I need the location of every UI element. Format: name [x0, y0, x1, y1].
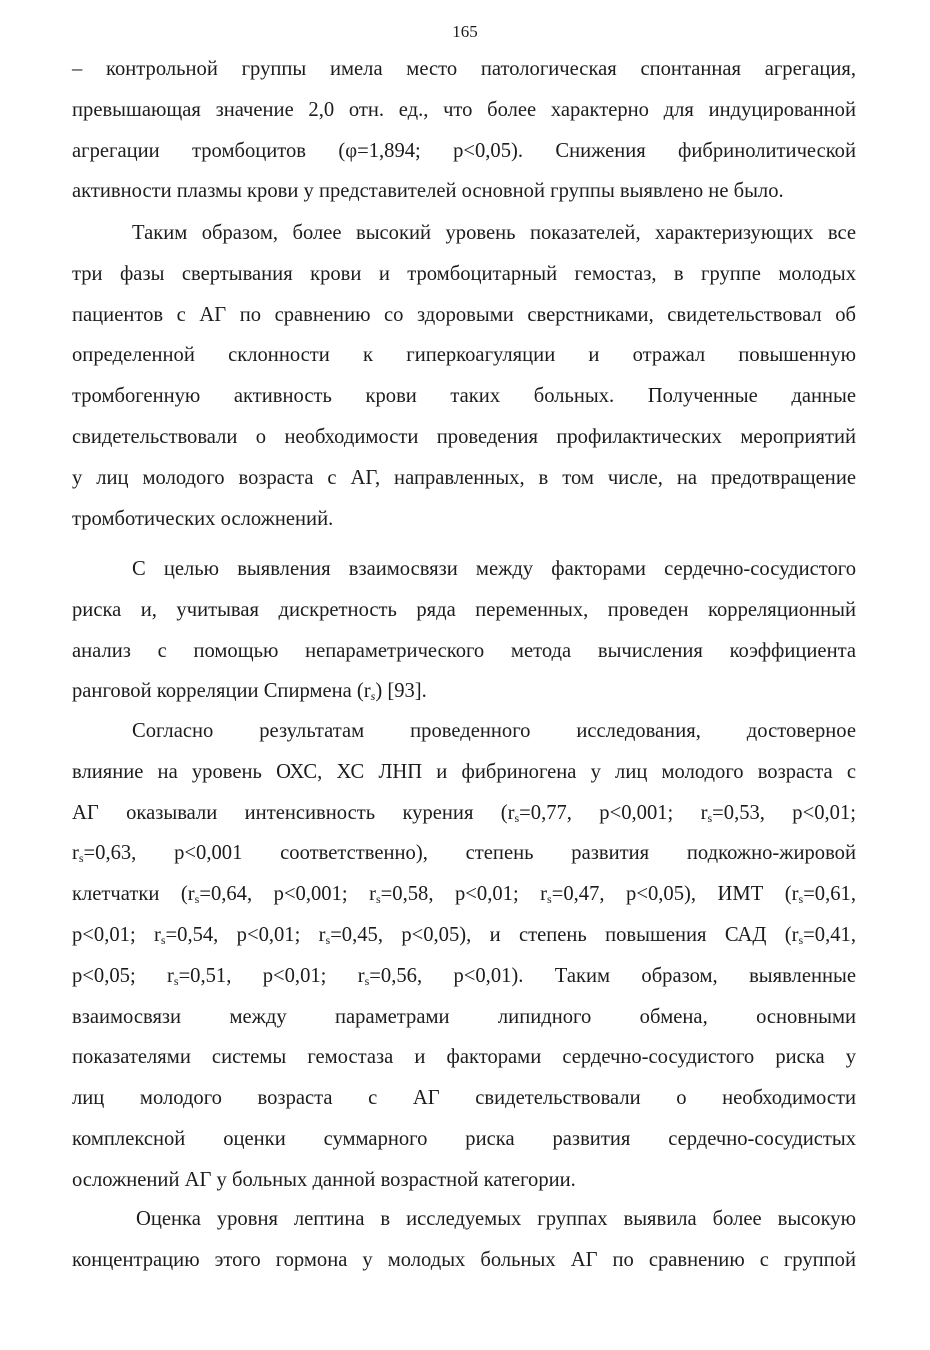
text-segment: =0,53, p<0,01; — [712, 801, 856, 824]
subscript: s — [798, 932, 804, 947]
text-segment: =0,47, p<0,05), ИМТ (r — [551, 883, 799, 906]
text-line: тромботических осложнений. — [72, 507, 334, 530]
text-segment: =0,54, p<0,01; r — [165, 923, 326, 946]
text-line: С целью выявления взаимосвязи между факторами сердечно-сосудистого — [132, 558, 856, 580]
paragraph-3 — [72, 549, 856, 712]
text-line: Оценка уровня лептина в исследуемых группах выявила более высокую — [136, 1208, 856, 1230]
text-line: – контрольной группы имела место патологическая спонтанная агрегация, — [72, 58, 856, 80]
subscript: s — [798, 892, 804, 907]
page-number: 165 — [452, 22, 478, 41]
text-segment: r — [72, 842, 79, 865]
text-line: лиц молодого возраста с АГ свидетельствовали о необходимости — [72, 1087, 856, 1110]
text-segment: =0,77, p<0,001; r — [519, 801, 708, 824]
text-segment: =0,51, p<0,01; r — [178, 964, 365, 987]
text-line: агрегации тромбоцитов (φ=1,894; p<0,05). Снижения фибринолитической — [72, 139, 856, 162]
paragraph-4 — [72, 711, 856, 1201]
subscript: s — [376, 892, 381, 907]
text-line: свидетельствовали о необходимости проведения профилактических мероприятий — [72, 425, 856, 448]
text-segment: =0,61, — [803, 883, 856, 906]
text-line: активности плазмы крови у представителей основной группы выявлено не было. — [72, 180, 784, 203]
text-line: Таким образом, более высокий уровень показателей, характеризующих все — [132, 222, 856, 244]
text-line: риска и, учитывая дискретность ряда переменных, проведен корреляционный — [72, 598, 856, 621]
text-segment: =0,63, p<0,001 соответственно), степень развития подкожно-жировой — [83, 842, 856, 865]
text-segment: ) [93]. — [375, 680, 427, 703]
text-segment: АГ оказывали интенсивность курения (r — [72, 801, 515, 824]
text-segment: =0,58, p<0,01; r — [380, 883, 548, 906]
text-line — [72, 956, 856, 997]
text-line: Согласно результатам проведенного исследования, достоверное — [132, 720, 856, 742]
subscript: s — [325, 932, 331, 947]
subscript: s — [547, 892, 552, 907]
text-line: влияние на уровень ОХС, ХС ЛНП и фибриногена у лиц молодого возраста с — [72, 760, 856, 783]
text-line: три фазы свертывания крови и тромбоцитарный гемостаз, в группе молодых — [72, 262, 856, 285]
text-line: взаимосвязи между параметрами липидного обмена, основными — [72, 1005, 856, 1028]
subscript: s — [173, 973, 179, 988]
subscript: s — [707, 810, 713, 825]
text-line: комплексной оценки суммарного риска развития сердечно-сосудистых — [72, 1127, 856, 1150]
subscript: s — [160, 932, 166, 947]
text-line: определенной склонности к гиперкоагуляции и отражал повышенную — [72, 344, 856, 367]
subscript: s — [514, 810, 520, 825]
text-line — [72, 833, 856, 874]
text-line — [72, 671, 856, 712]
paragraph-5 — [72, 1199, 856, 1281]
paragraph-1 — [72, 49, 856, 212]
text-line: анализ с помощью непараметрического метода вычисления коэффициента — [72, 639, 856, 662]
text-segment: =0,45, p<0,05), и степень повышения САД (r — [330, 923, 799, 946]
subscript: s — [78, 851, 84, 866]
text-line: пациентов с АГ по сравнению со здоровыми сверстниками, свидетельствовал об — [72, 303, 856, 326]
text-line: превышающая значение 2,0 отн. ед., что более характерно для индуцированной — [72, 98, 856, 121]
text-line: осложнений АГ у больных данной возрастной категории. — [72, 1168, 576, 1191]
text-line — [72, 874, 856, 915]
text-line — [72, 915, 856, 956]
text-segment: =0,64, p<0,001; r — [199, 883, 376, 906]
subscript: s — [370, 689, 376, 704]
paragraph-2 — [72, 213, 856, 539]
text-segment: ранговой корреляции Спирмена (r — [72, 680, 371, 703]
subscript: s — [364, 973, 370, 988]
text-segment: p<0,05; r — [72, 964, 174, 987]
text-line: у лиц молодого возраста с АГ, направленных, в том числе, на предотвращение — [72, 466, 856, 489]
subscript: s — [194, 892, 200, 907]
text-segment: =0,41, — [803, 923, 856, 946]
text-segment: p<0,01; r — [72, 923, 161, 946]
text-segment: =0,56, p<0,01). Таким образом, выявленные — [369, 964, 856, 987]
text-line: тромбогенную активность крови таких больных. Полученные данные — [72, 385, 856, 408]
text-line: показателями системы гемостаза и факторами сердечно-сосудистого риска у — [72, 1046, 856, 1069]
text-segment: клетчатки (r — [72, 883, 195, 906]
text-line — [72, 793, 856, 834]
text-line: концентрацию этого гормона у молодых больных АГ по сравнению с группой — [72, 1248, 856, 1271]
